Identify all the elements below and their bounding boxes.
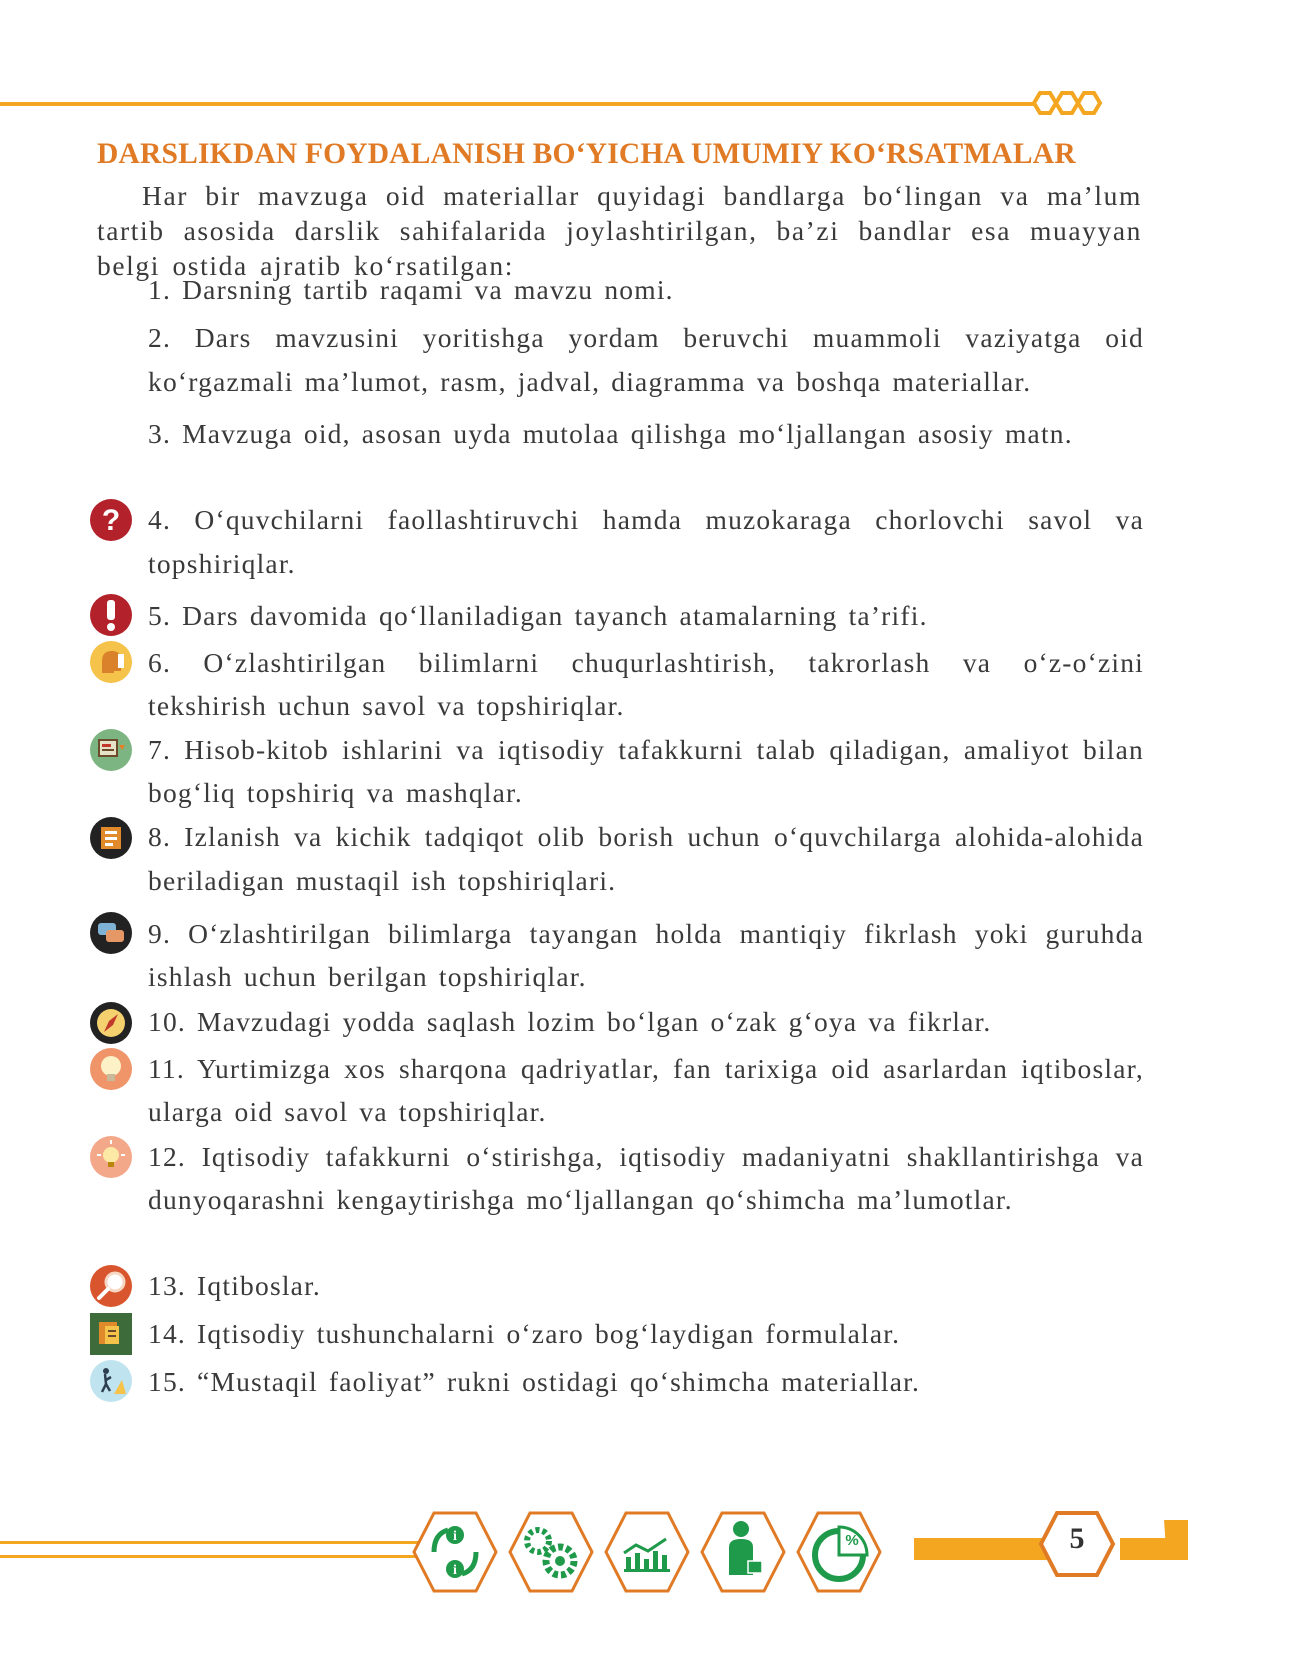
lightbulb-icon	[88, 1046, 134, 1092]
question-icon	[88, 497, 134, 543]
list-item-2: 2. Dars mavzusini yoritishga yordam beruvchi muammoli vaziyatga oid ko‘rgazmali ma’lumot, rasm, jadval, diagramma va boshqa materiallar.	[148, 322, 1144, 397]
presentation-icon	[88, 727, 134, 773]
gears-icon	[508, 1509, 594, 1595]
businessman-icon	[700, 1509, 786, 1595]
exclamation-icon	[88, 592, 134, 638]
list-item-1: 1. Darsning tartib raqami va mavzu nomi.	[148, 274, 674, 305]
discussion-icon	[88, 910, 134, 956]
list-item-6: 6. O‘zlashtirilgan bilimlarni chuqurlashtirish, takrorlash va o‘z-o‘zini tekshirish uchun savol va topshiriqlar.	[148, 647, 1144, 721]
list-item-9: 9. O‘zlashtirilgan bilimlarga tayangan holda mantiqiy fikrlash yoki guruhda ishlash uchun berilgan topshiriqlar.	[148, 918, 1144, 992]
svg-text:i: i	[453, 1529, 457, 1544]
list-item-14: 14. Iqtisodiy tushunchalarni o‘zaro bog‘laydigan formulalar.	[148, 1318, 901, 1349]
info-cycle-icon	[412, 1509, 498, 1595]
idea-icon	[88, 1134, 134, 1180]
compass-icon	[88, 1000, 134, 1046]
list-item-15: 15. “Mustaqil faoliyat” rukni ostidagi qo‘shimcha materiallar.	[148, 1366, 921, 1397]
list-item-8: 8. Izlanish va kichik tadqiqot olib borish uchun o‘quvchilarga alohida-alohida beriladigan mustaqil ish topshiriqlari.	[148, 821, 1144, 896]
svg-text:%: %	[845, 1532, 859, 1549]
list-item-7: 7. Hisob-kitob ishlarini va iqtisodiy tafakkurni talab qiladigan, amaliyot bilan bog‘liq topshiriq va mashqlar.	[148, 734, 1144, 808]
svg-text:i: i	[453, 1563, 457, 1578]
list-item-10: 10. Mavzudagi yodda saqlash lozim bo‘lgan o‘zak g‘oya va fikrlar.	[148, 1006, 992, 1037]
list-item-3: 3. Mavzuga oid, asosan uyda mutolaa qilishga mo‘ljallangan asosiy matn.	[148, 418, 1073, 449]
list-item-11: 11. Yurtimizga xos sharqona qadriyatlar, fan tarixiga oid asarlardan iqtiboslar, ularga oid savol va topshiriqlar.	[148, 1053, 1144, 1127]
research-icon	[88, 815, 134, 861]
list-item-4: 4. O‘quvchilarni faollashtiruvchi hamda muzokaraga chorlovchi savol va topshiriqlar.	[148, 504, 1144, 579]
pie-percent-icon	[796, 1509, 882, 1595]
bar-chart-icon	[604, 1509, 690, 1595]
page-title: DARSLIKDAN FOYDALANISH BO‘YICHA UMUMIY KO‘RSATMALAR	[97, 138, 1076, 170]
hexagon-chain-icon	[1028, 89, 1108, 117]
intro-paragraph: Har bir mavzuga oid materiallar quyidagi bandlarga bo‘lingan va ma’lum tartib asosida darslik sahifalarida joylashtirilgan, ba’zi bandlar esa muayyan belgi ostida ajratib ko‘rsatilgan:	[97, 180, 1142, 281]
list-item-5: 5. Dars davomida qo‘llaniladigan tayanch atamalarning ta’rifi.	[148, 600, 928, 631]
top-rule	[0, 102, 1035, 106]
svg-text:?: ?	[101, 504, 121, 537]
magnifier-icon	[88, 1263, 134, 1309]
list-item-13: 13. Iqtiboslar.	[148, 1270, 322, 1301]
formula-icon	[88, 1311, 134, 1357]
page-number: 5	[1069, 1522, 1085, 1555]
head-puzzle-icon	[88, 639, 134, 685]
list-item-12: 12. Iqtisodiy tafakkurni o‘stirishga, iqtisodiy madaniyatni shakllantirishga va dunyoqarashni kengaytirishga mo‘ljallangan qo‘shimcha ma’lumotlar.	[148, 1141, 1144, 1215]
climber-icon	[88, 1358, 134, 1404]
